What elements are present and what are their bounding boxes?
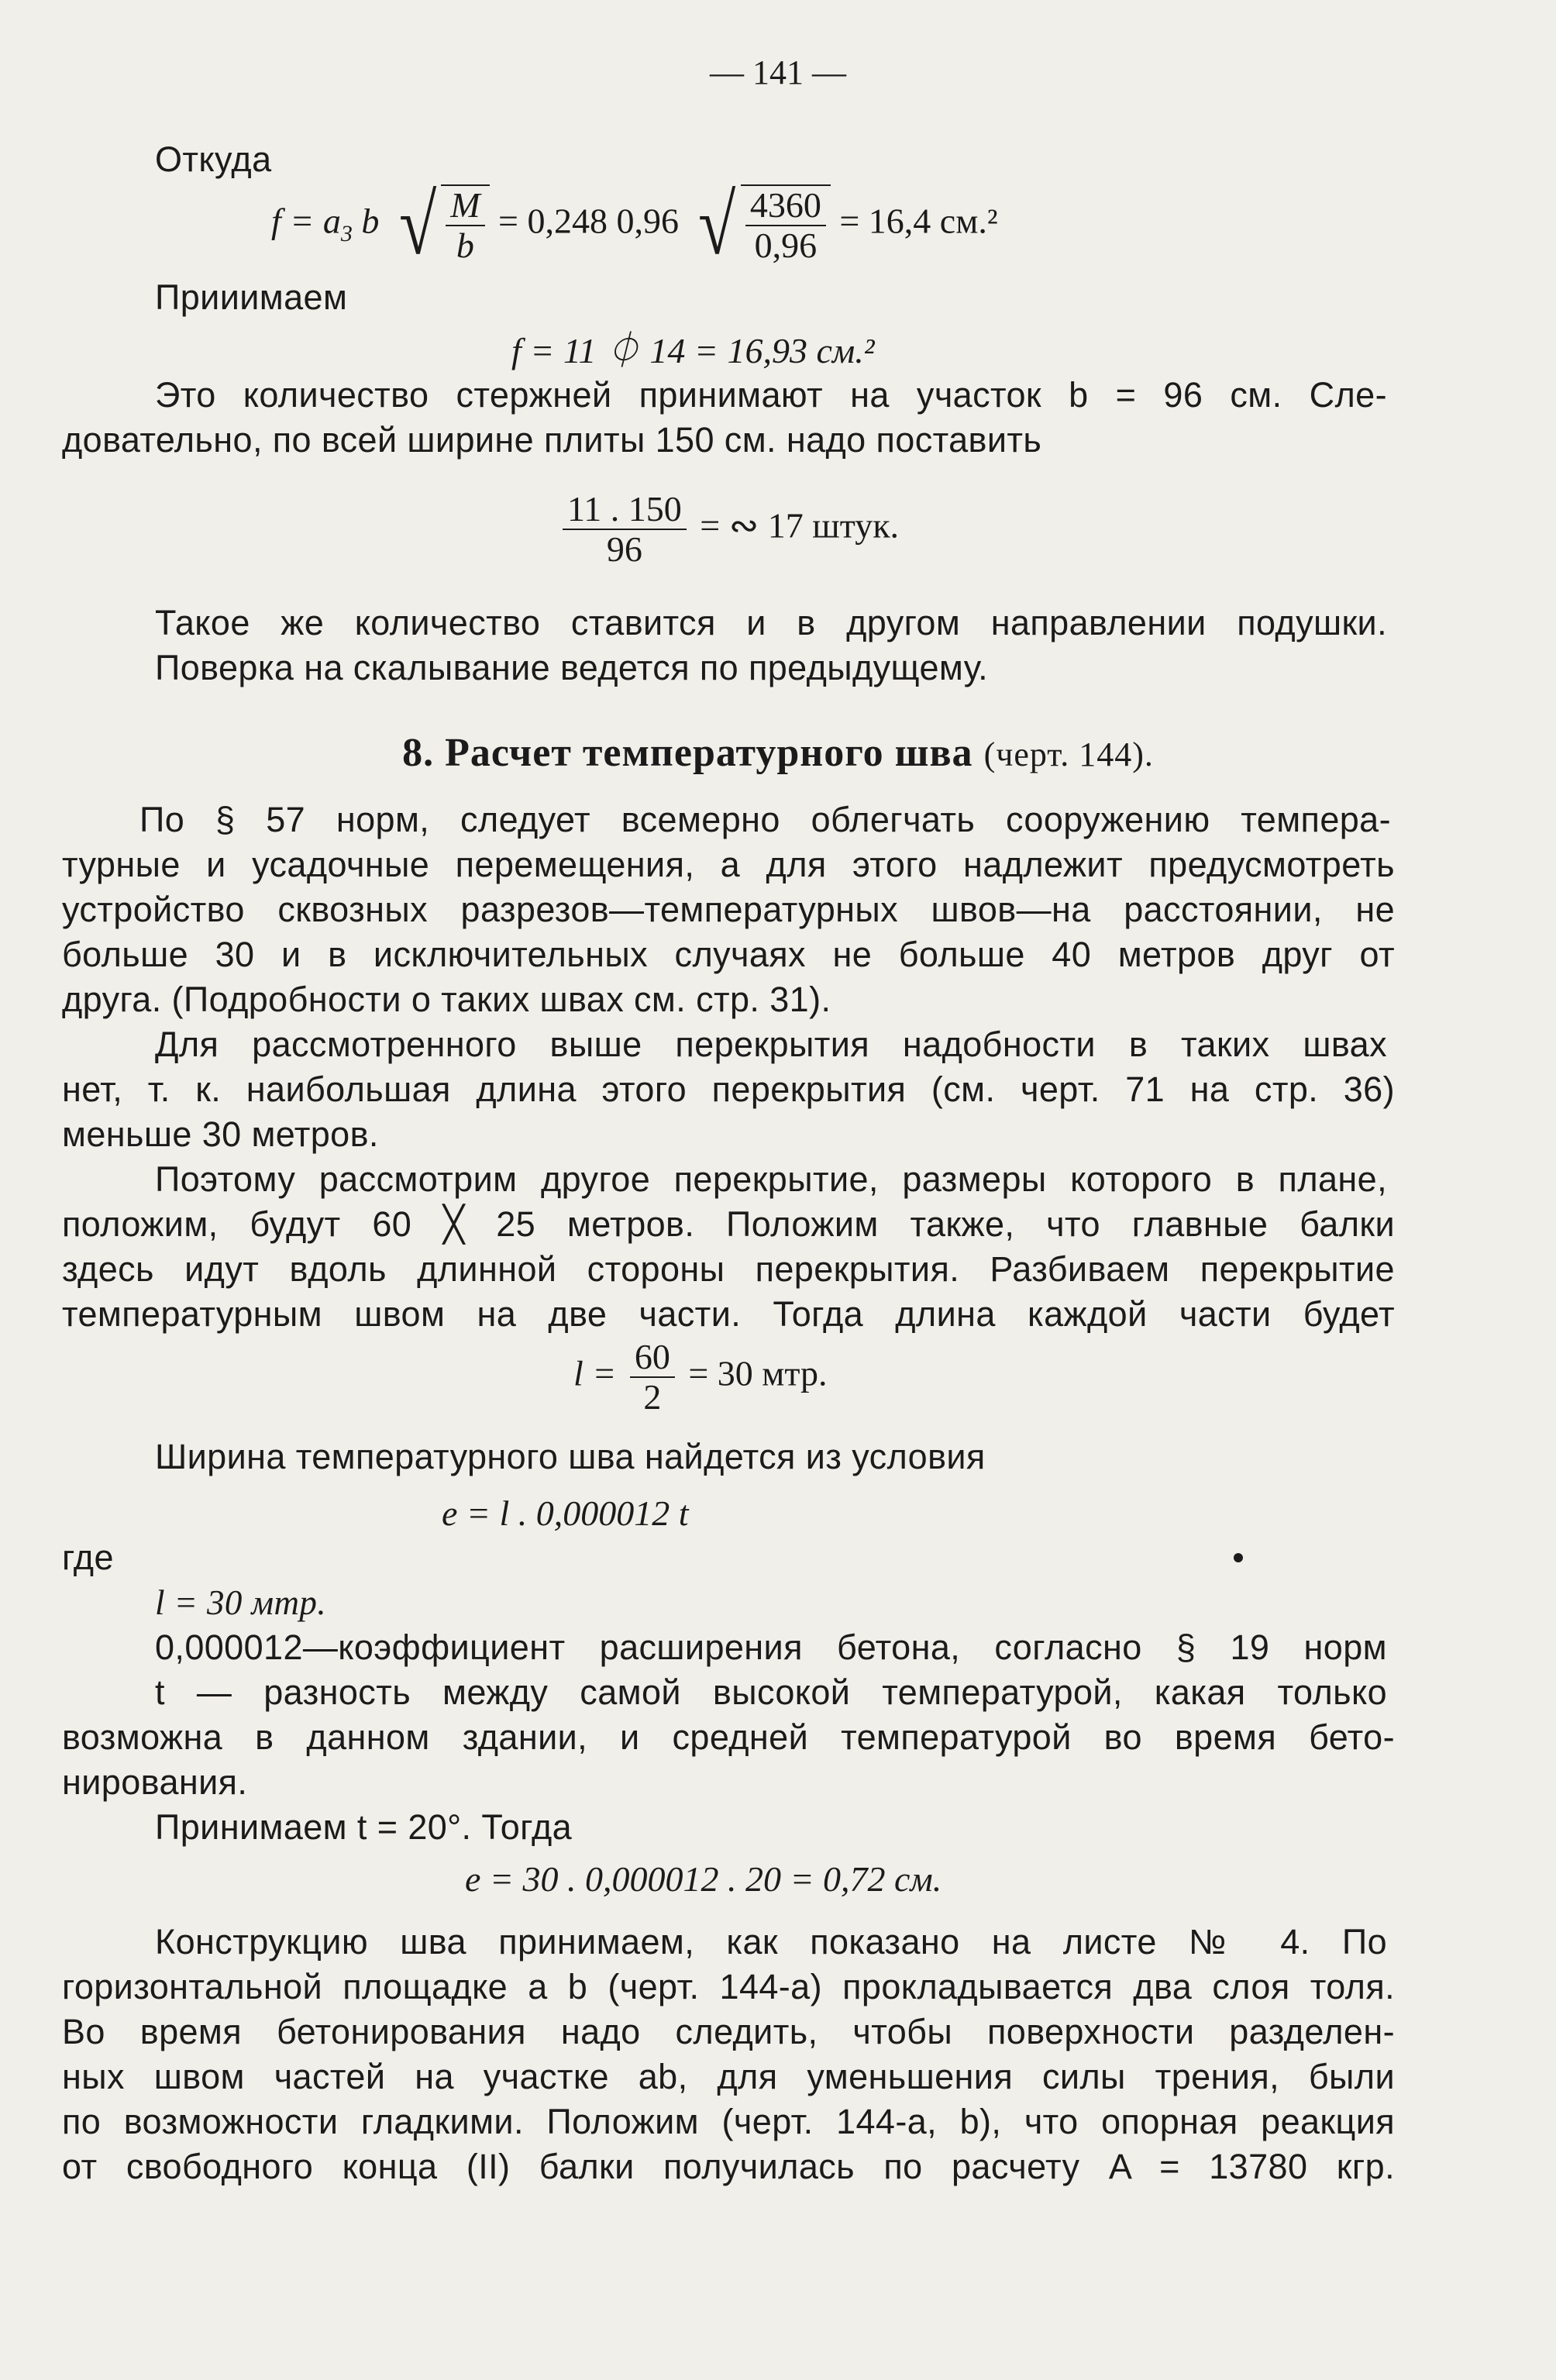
formula-count: [558, 490, 899, 569]
definition-t-line2: возможна в данном здании, и средней температурой во время бето-: [62, 1717, 1395, 1757]
sqrt-symbol: √: [398, 177, 437, 272]
count-numerator: 11 . 150: [563, 490, 687, 530]
para3-line5: друга. (Подробности о таких швах см. стр. 31).: [62, 980, 831, 1019]
para6: Ширина температурного шва найдется из условия: [155, 1437, 986, 1476]
para3-line4: больше 30 и в исключительных случаях не больше 40 метров друг от: [62, 935, 1395, 974]
para4-line3: меньше 30 метров.: [62, 1114, 379, 1154]
l-lhs: l =: [573, 1353, 617, 1393]
para3-line3: устройство сквозных разрезов—температурных швов—на расстоянии, не: [62, 890, 1395, 929]
para4-line1: Для рассмотренного выше перекрытия надобности в таких швах: [155, 1025, 1387, 1064]
formula-l: [573, 1338, 828, 1417]
sqrt-4360: [694, 177, 830, 272]
heading-title: 8. Расчет температурного шва: [402, 731, 973, 775]
l-rhs: = 30 мтр.: [688, 1353, 828, 1393]
where-label: где: [62, 1538, 114, 1577]
para5-line3: здесь идут вдоль длинной стороны перекрытия. Разбиваем перекрытие: [62, 1249, 1395, 1289]
sqrt-symbol-2: √: [698, 177, 736, 272]
para8-line5: по возможности гладкими. Положим (черт. 144-а, b), что опорная реакция: [62, 2102, 1395, 2141]
para1-line1: Это количество стержней принимают на участок b = 96 см. Сле-: [155, 375, 1387, 415]
para8-line6: от свободного конца (II) балки получилась по расчету A = 13780 кгр.: [62, 2147, 1395, 2186]
para3-line2: турные и усадочные перемещения, а для этого надлежит предусмотреть: [62, 845, 1395, 884]
count-rhs: = ∾ 17 штук.: [700, 505, 900, 546]
para4-line2: нет, т. к. наибольшая длина этого перекрытия (см. черт. 71 на стр. 36): [62, 1069, 1395, 1109]
frac-num-m: M: [446, 186, 484, 226]
para7: Принимаем t = 20°. Тогда: [155, 1807, 573, 1847]
para8-line2: горизонтальной площадке a b (черт. 144-а) прокладывается два слоя толя.: [62, 1967, 1395, 2006]
heading-ref: (черт. 144).: [983, 735, 1154, 773]
para2-line2: Поверка на скалывание ведется по предыдущему.: [155, 648, 989, 687]
para5-line4: температурным швом на две части. Тогда длина каждой части будет: [62, 1294, 1395, 1334]
formula-f-11: f = 11 ⏀ 14 = 16,93 см.²: [511, 331, 875, 370]
subscript-3: 3: [340, 220, 353, 246]
count-denominator: 96: [606, 529, 642, 569]
l-numerator: 60: [630, 1338, 675, 1378]
l-denominator: 2: [643, 1377, 662, 1417]
formula-rhs: = 16,4 см.²: [839, 201, 998, 241]
formula-mid: = 0,248 0,96: [498, 201, 679, 241]
frac-num-4360: 4360: [745, 186, 826, 226]
formula-f-area: [271, 177, 998, 272]
frac-den-b: b: [456, 226, 474, 265]
definition-t-line1: t — разность между самой высокой температурой, какая только: [155, 1672, 1387, 1712]
para8-line3: Во время бетонирования надо следить, чтобы поверхности разделен-: [62, 2012, 1395, 2051]
para5-line1: Поэтому рассмотрим другое перекрытие, размеры которого в плане,: [155, 1159, 1387, 1199]
para8-line1: Конструкцию шва принимаем, как показано на листе № 4. По: [155, 1922, 1387, 1962]
frac-den-096: 0,96: [754, 226, 818, 265]
line-otkuda: Откуда: [155, 139, 272, 179]
para8-line4: ных швом частей на участке ab, для уменьшения силы трения, были: [62, 2057, 1395, 2096]
definition-t-line3: нирования.: [62, 1762, 248, 1802]
page-number: — 141 —: [710, 53, 846, 91]
section-heading: [0, 730, 1556, 776]
definition-l: l = 30 мтр.: [155, 1583, 326, 1622]
line-prinimaem: Прииимаем: [155, 277, 348, 317]
para3-line1: По § 57 норм, следует всемерно облегчать сооружению темпера-: [139, 800, 1391, 839]
formula-e: e = l . 0,000012 t: [442, 1493, 689, 1533]
formula-e-result: e = 30 . 0,000012 . 20 = 0,72 см.: [465, 1859, 942, 1899]
stray-dot: [1234, 1553, 1243, 1562]
para2-line1: Такое же количество ставится и в другом направлении подушки.: [155, 603, 1387, 642]
definition-coef: 0,000012—коэффициент расширения бетона, согласно § 19 норм: [155, 1627, 1387, 1667]
para5-line2: положим, будут 60 ╳ 25 метров. Положим также, что главные балки: [62, 1204, 1395, 1244]
sqrt-m-over-b: [394, 177, 490, 272]
formula-b: b: [361, 201, 380, 241]
formula-lhs: f = a: [271, 201, 341, 241]
para1-line2: довательно, по всей ширине плиты 150 см. надо поставить: [62, 420, 1042, 460]
